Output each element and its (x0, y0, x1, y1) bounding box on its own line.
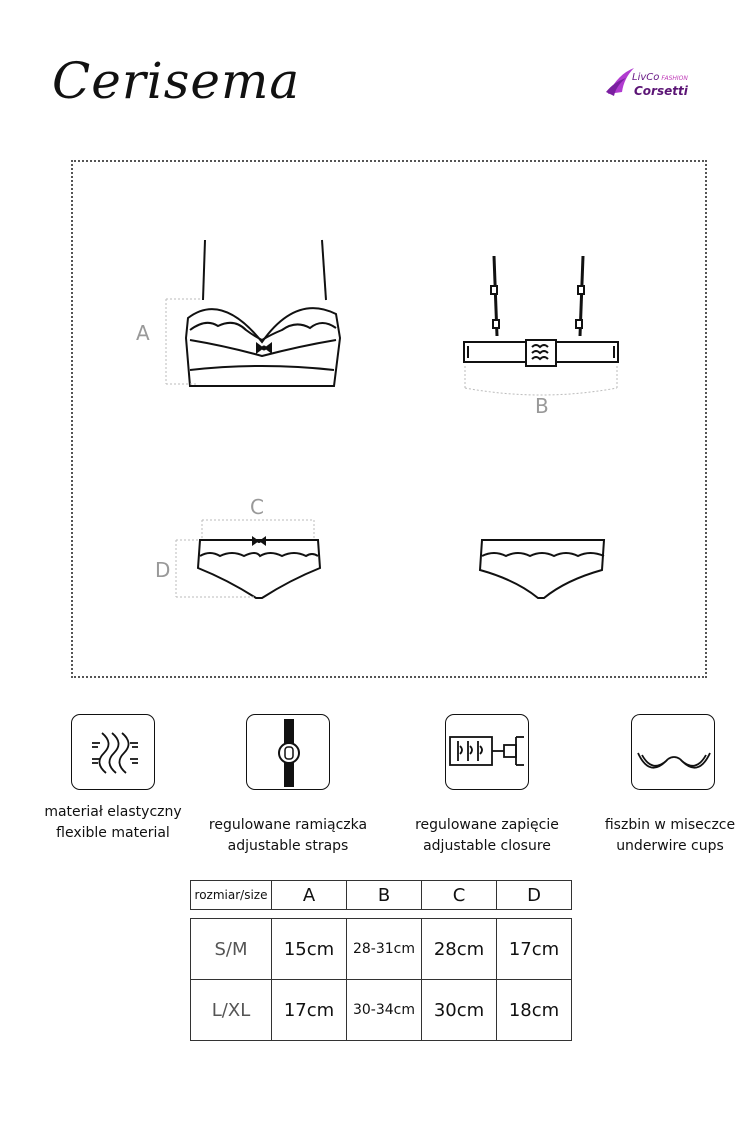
dimension-b (465, 366, 617, 395)
header-d: D (497, 881, 572, 910)
bra-front-drawing (186, 240, 340, 386)
table-cell: 18cm (497, 980, 572, 1041)
table-cell: 28cm (422, 919, 497, 980)
logo-text-livco: LivCo (632, 72, 660, 83)
dimension-label-a: A (136, 321, 150, 345)
table-cell: 15cm (272, 919, 347, 980)
bra-back-drawing (464, 256, 618, 366)
table-cell: 17cm (272, 980, 347, 1041)
feature-label-adjustable-straps: regulowane ramiączka adjustable straps (208, 817, 368, 854)
table-cell: 30-34cm (347, 980, 422, 1041)
panty-front-drawing (198, 540, 320, 598)
table-cell: 28-31cm (347, 919, 422, 980)
table-cell: 17cm (497, 919, 572, 980)
size-table-header (191, 881, 572, 910)
table-row (191, 919, 572, 980)
dimension-label-c: C (250, 495, 264, 519)
header-c: C (422, 881, 497, 910)
feature-adjustable-straps (246, 714, 330, 790)
adjustable-straps-icon (247, 715, 331, 791)
size-table (190, 880, 572, 1041)
header-a: A (272, 881, 347, 910)
underwire-cups-icon (632, 715, 716, 791)
flexible-material-icon (72, 715, 156, 791)
table-row (191, 980, 572, 1041)
feature-label-flexible-material: materiał elastyczny flexible material (44, 804, 182, 841)
logo-text-fashion: FASHION (661, 75, 688, 82)
adjustable-closure-icon (446, 715, 530, 791)
panty-back-drawing (480, 540, 604, 598)
logo-text-corsetti: Corsetti (634, 84, 688, 98)
feature-flexible-material (71, 714, 155, 790)
feature-label-underwire-cups: fiszbin w miseczce underwire cups (604, 817, 736, 854)
row-size-label: L/XL (191, 980, 272, 1041)
dimension-label-b: B (535, 394, 549, 418)
row-size-label: S/M (191, 919, 272, 980)
product-title: Cerisema (52, 52, 301, 110)
feature-adjustable-closure (445, 714, 529, 790)
dimension-c (202, 520, 314, 538)
table-cell: 30cm (422, 980, 497, 1041)
dimension-label-d: D (155, 558, 171, 582)
feature-label-adjustable-closure: regulowane zapięcie adjustable closure (415, 817, 559, 854)
header-b: B (347, 881, 422, 910)
header-size: rozmiar/size (191, 881, 272, 910)
feature-underwire-cups (631, 714, 715, 790)
